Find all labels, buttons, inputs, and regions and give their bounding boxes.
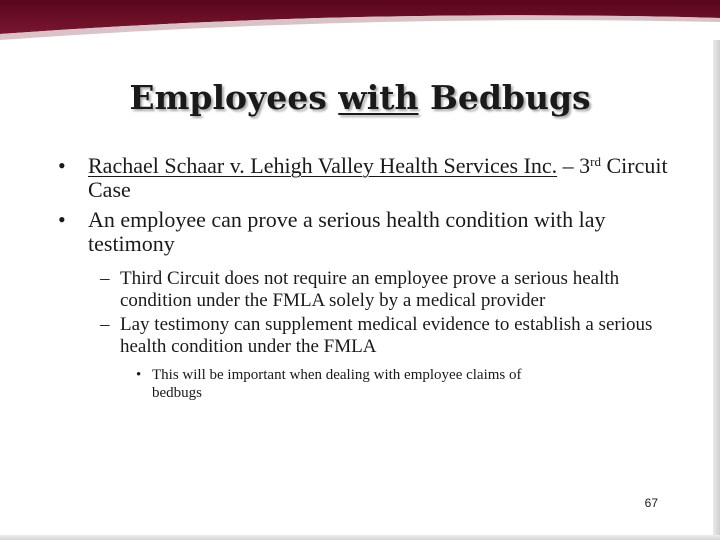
sub-sub-bullet-item <box>40 366 572 402</box>
bullet-icon: • <box>58 153 66 178</box>
dash-icon: – <box>100 314 110 335</box>
bullet-icon: • <box>136 367 142 383</box>
bullet-text: An employee can prove a serious health condition with lay testimony <box>88 207 606 256</box>
bullet-item: • Rachael Schaar v. Lehigh Valley Health Services Inc. – 3rd Circuit Case <box>58 153 668 202</box>
bullet-icon: • <box>58 207 66 232</box>
bottom-edge-shadow <box>0 535 720 540</box>
sub-bullet-item <box>40 268 680 312</box>
slide-title: Employees with Bedbugs <box>129 78 591 117</box>
sub-bullet-item <box>40 314 680 358</box>
top-decorative-band <box>0 0 720 40</box>
dash-icon: – <box>100 268 110 289</box>
slide-content <box>40 154 680 402</box>
sub-bullet-text: Lay testimony can supplement medical evidence to establish a serious health condition under the FMLA <box>120 314 653 357</box>
sub-bullet-text: Third Circuit does not require an employee prove a serious health condition under the FMLA solely by a medical provider <box>120 268 620 311</box>
sub-sub-bullet-text: This will be important when dealing with employee claims of bedbugs <box>152 367 522 401</box>
title-underlined-word: with <box>338 78 419 117</box>
page-number: 67 <box>644 496 658 510</box>
bullet-item <box>40 208 680 256</box>
case-name: Rachael Schaar v. Lehigh Valley Health Services Inc. <box>88 153 558 178</box>
